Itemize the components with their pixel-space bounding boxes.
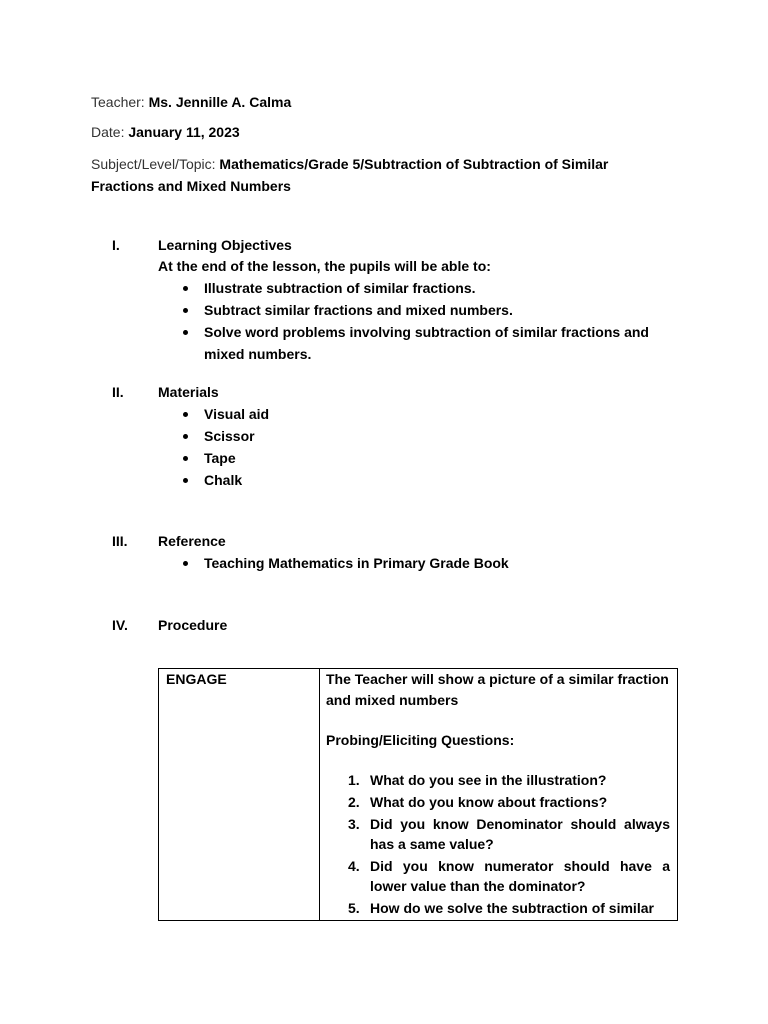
list-item [158, 277, 678, 299]
list-item [326, 856, 670, 896]
list-item [326, 792, 670, 812]
bullet-icon [183, 561, 188, 566]
question-number: 4. [348, 858, 360, 874]
list-item [158, 403, 678, 425]
list-item [158, 425, 678, 447]
section-intro: At the end of the lesson, the pupils will be able to: [158, 258, 491, 274]
teacher-line [91, 92, 291, 112]
question-number: 5. [348, 900, 360, 916]
list-item-text: Teaching Mathematics in Primary Grade Book [204, 555, 509, 571]
list-item [158, 321, 678, 365]
objectives-list [158, 277, 678, 365]
list-item [158, 552, 678, 574]
materials-list [158, 403, 678, 491]
bullet-icon [183, 456, 188, 461]
section-numeral: I. [112, 237, 120, 253]
list-item [158, 447, 678, 469]
date-value: January 11, 2023 [128, 124, 240, 140]
list-item [326, 898, 670, 918]
question-number: 3. [348, 816, 360, 832]
list-item-text: Chalk [204, 472, 243, 488]
table-row [159, 669, 678, 921]
teacher-name: Ms. Jennille A. Calma [148, 94, 292, 110]
list-item-text: Visual aid [204, 406, 270, 422]
list-item-text: Subtract similar fractions and mixed numbers. [204, 302, 513, 318]
bullet-icon [183, 434, 188, 439]
bullet-icon [183, 412, 188, 417]
activity-intro: The Teacher will show a picture of a similar fraction and mixed numbers [326, 671, 669, 708]
list-item-text: Solve word problems involving subtraction of similar fractions and mixed numbers. [204, 324, 649, 362]
list-item [158, 469, 678, 491]
questions-list [326, 770, 670, 918]
procedure-table [158, 668, 678, 921]
bullet-icon [183, 478, 188, 483]
section-numeral: III. [112, 533, 128, 549]
subject-value: Mathematics/Grade 5/Subtraction of Subtraction of Similar Fractions and Mixed Numbers [91, 156, 609, 194]
subject-line [91, 153, 671, 197]
date-label: Date: [91, 124, 129, 140]
question-number: 2. [348, 794, 360, 810]
section-title: Reference [158, 533, 226, 549]
question-text: What do you know about fractions? [370, 794, 608, 810]
list-item [158, 299, 678, 321]
bullet-icon [183, 308, 188, 313]
section-numeral: IV. [112, 617, 128, 633]
question-text: Did you know Denominator should always has a same value? [370, 816, 670, 852]
activity-cell [320, 669, 678, 921]
section-title: Materials [158, 384, 219, 400]
phase-cell: ENGAGE [159, 669, 320, 921]
list-item [326, 770, 670, 790]
question-text: What do you see in the illustration? [370, 772, 607, 788]
bullet-icon [183, 330, 188, 335]
list-item-text: Illustrate subtraction of similar fractions. [204, 280, 476, 296]
reference-list [158, 552, 678, 574]
questions-heading: Probing/Eliciting Questions: [326, 732, 515, 748]
list-item-text: Tape [204, 450, 236, 466]
list-item-text: Scissor [204, 428, 255, 444]
bullet-icon [183, 286, 188, 291]
question-text: Did you know numerator should have a lower value than the dominator? [370, 858, 670, 894]
question-text: How do we solve the subtraction of similar [370, 900, 654, 916]
section-title: Learning Objectives [158, 237, 292, 253]
date-line [91, 122, 240, 142]
section-numeral: II. [112, 384, 124, 400]
list-item [326, 814, 670, 854]
section-title: Procedure [158, 617, 228, 633]
teacher-label: Teacher: [91, 94, 149, 110]
question-number: 1. [348, 772, 360, 788]
subject-label: Subject/Level/Topic: [91, 156, 220, 172]
